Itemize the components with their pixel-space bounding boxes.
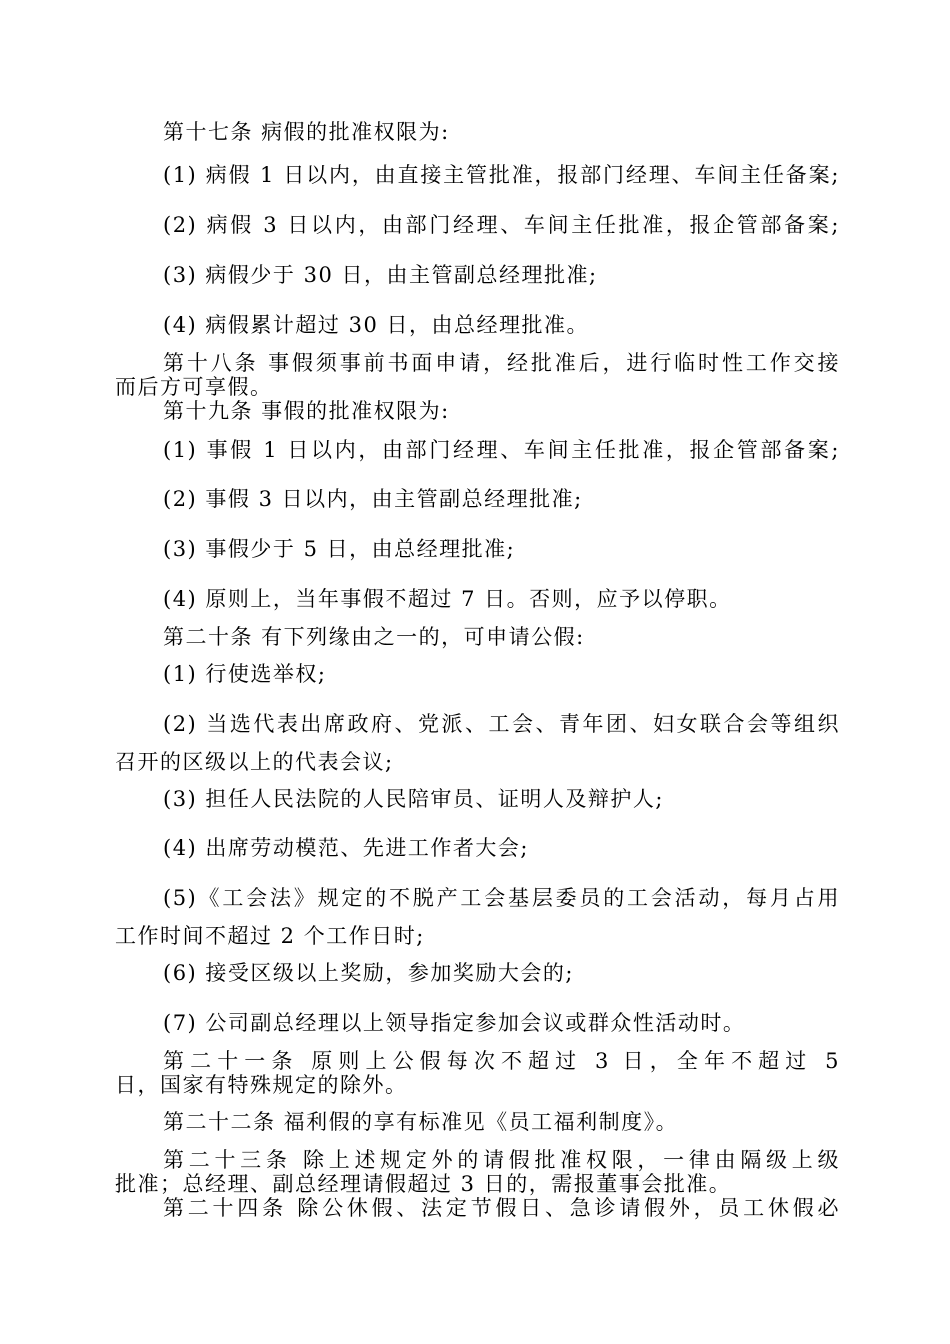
article-20-item-1: (1) 行使选举权; [163,662,327,686]
article-20-item-4: (4) 出席劳动模范、先进工作者大会; [163,836,529,860]
article-22: 第二十二条 福利假的享有标准见《员工福利制度》。 [163,1110,679,1134]
article-19-item-4: (4) 原则上，当年事假不超过 7 日。否则，应予以停职。 [163,587,732,611]
article-20-heading: 第二十条 有下列缘由之一的，可申请公假: [163,625,585,649]
article-19-item-3: (3) 事假少于 5 日，由总经理批准; [163,537,516,561]
article-17-item-1: (1) 病假 1 日以内，由直接主管批准，报部门经理、车间主任备案; [163,163,840,187]
article-24-line-1: 第二十四条 除公休假、法定节假日、急诊请假外，员工休假必 [163,1196,840,1220]
article-17-item-4: (4) 病假累计超过 30 日，由总经理批准。 [163,313,589,337]
article-19-item-2: (2) 事假 3 日以内，由主管副总经理批准; [163,487,583,511]
article-21-line-2: 日，国家有特殊规定的除外。 [115,1073,408,1097]
article-17-item-3: (3) 病假少于 30 日，由主管副总经理批准; [163,263,598,287]
article-21-line-1: 第二十一条 原则上公假每次不超过 3 日，全年不超过 5 [163,1049,840,1073]
article-18-line-2: 而后方可享假。 [115,375,273,399]
article-20-item-2-line-2: 召开的区级以上的代表会议; [115,750,394,774]
article-23-line-2: 批准；总经理、副总经理请假超过 3 日的，需报董事会批准。 [115,1172,732,1196]
article-20-item-3: (3) 担任人民法院的人民陪审员、证明人及辩护人; [163,787,664,811]
article-20-item-6: (6) 接受区级以上奖励，参加奖励大会的; [163,961,574,985]
article-20-item-2-line-1: (2) 当选代表出席政府、党派、工会、青年团、妇女联合会等组织 [163,712,840,736]
article-23-line-1: 第二十三条 除上述规定外的请假批准权限，一律由隔级上级 [163,1148,840,1172]
article-20-item-7: (7) 公司副总经理以上领导指定参加会议或群众性活动时。 [163,1011,746,1035]
article-20-item-5-line-2: 工作时间不超过 2 个工作日时; [115,924,425,948]
article-17-item-2: (2) 病假 3 日以内，由部门经理、车间主任批准，报企管部备案; [163,213,840,237]
article-19-item-1: (1) 事假 1 日以内，由部门经理、车间主任批准，报企管部备案; [163,438,840,462]
article-18-line-1: 第十八条 事假须事前书面申请，经批准后，进行临时性工作交接 [163,351,840,375]
article-19-heading: 第十九条 事假的批准权限为: [163,399,450,423]
article-20-item-5-line-1: (5)《工会法》规定的不脱产工会基层委员的工会活动，每月占用 [163,886,840,910]
article-17-heading: 第十七条 病假的批准权限为: [163,120,450,144]
